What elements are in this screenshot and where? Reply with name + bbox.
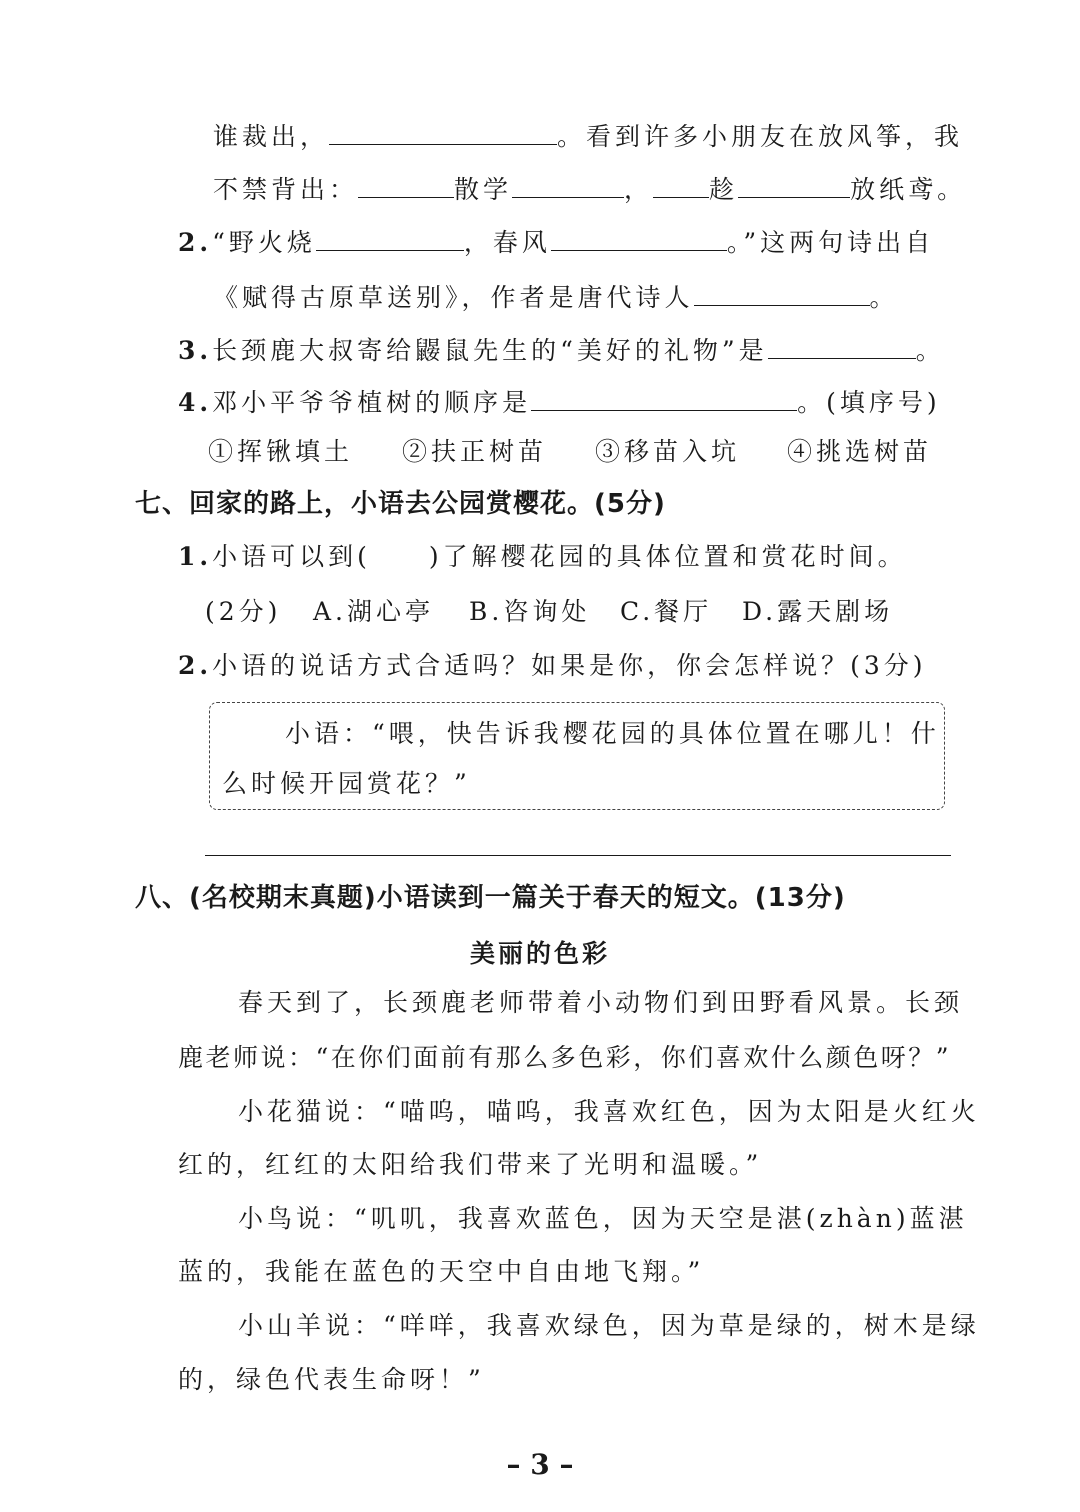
- quote-line-2: 么时候开园赏花？”: [222, 769, 471, 798]
- q2-text: 。”这两句诗出自: [726, 228, 935, 257]
- answer-blank[interactable]: [653, 171, 709, 198]
- q3-text: 。: [915, 336, 945, 365]
- q1-line-1: [213, 118, 963, 153]
- answer-blank[interactable]: [768, 332, 916, 359]
- page-number: – 3 –: [506, 1448, 574, 1481]
- q4-text: 邓小平爷爷植树的顺序是: [212, 388, 532, 417]
- s7-q1-line: [178, 541, 907, 573]
- q4-option-2: ②扶正树苗: [402, 437, 548, 466]
- q2-text: “野火烧: [212, 228, 316, 257]
- q1-text: 。看到许多小朋友在放风筝，我: [557, 122, 964, 151]
- q2-text: 《赋得古原草送别》，作者是唐代诗人: [213, 283, 694, 312]
- q3-text: 长颈鹿大叔寄给鼹鼠先生的“美好的礼物”是: [212, 336, 768, 365]
- s7-q1-option-b: B.咨询处: [469, 597, 591, 626]
- s7-q1-score: (2分): [205, 597, 282, 626]
- s7-q1-option-c: C.餐厅: [620, 597, 713, 626]
- q1-line-2: [213, 171, 966, 206]
- s7-q2-line: [178, 650, 927, 682]
- q4-text: 。(填序号): [797, 388, 941, 417]
- answer-blank[interactable]: [512, 171, 624, 198]
- q1-text: 放纸鸢。: [850, 175, 967, 204]
- q4-option-3: ③移苗入坑: [595, 437, 741, 466]
- question-number: 2.: [178, 228, 213, 257]
- q4-option-1: ①挥锹填土: [208, 437, 354, 466]
- section-8-title: 八、(名校期末真题)小语读到一篇关于春天的短文。(13分): [135, 883, 846, 913]
- passage-p3-line-2: 蓝的，我能在蓝色的天空中自由地飞翔。”: [178, 1257, 705, 1286]
- question-number: 4.: [178, 388, 213, 417]
- passage-p2-line-2: 红的，红红的太阳给我们带来了光明和温暖。”: [178, 1150, 763, 1179]
- q1-text: 趁: [709, 175, 739, 204]
- q4-line: [178, 384, 941, 419]
- passage-p4-line-2: 的，绿色代表生命呀！”: [178, 1365, 485, 1394]
- question-number: 1.: [178, 542, 213, 571]
- q4-option-4: ④挑选树苗: [787, 437, 933, 466]
- q3-line: [178, 332, 945, 367]
- q2-text: ，春风: [463, 228, 551, 257]
- s7-q1-text: 小语可以到( )了解樱花园的具体位置和赏花时间。: [212, 542, 907, 571]
- s7-q2-text: 小语的说话方式合适吗？如果是你，你会怎样说？(3分): [212, 651, 927, 680]
- answer-writing-line[interactable]: [205, 855, 951, 856]
- passage-p3-line-1: 小鸟说：“叽叽，我喜欢蓝色，因为天空是湛(zhàn)蓝湛: [238, 1204, 968, 1233]
- answer-blank[interactable]: [694, 279, 870, 306]
- q1-text: ，: [624, 175, 654, 204]
- answer-blank[interactable]: [358, 171, 454, 198]
- answer-blank[interactable]: [531, 384, 797, 411]
- answer-blank[interactable]: [329, 118, 557, 145]
- q2-line-1: [178, 224, 934, 259]
- q1-text: 谁裁出，: [213, 122, 330, 151]
- q1-text: 不禁背出：: [213, 175, 359, 204]
- passage-p1-line-2: 鹿老师说：“在你们面前有那么多色彩，你们喜欢什么颜色呀？”: [178, 1043, 952, 1072]
- answer-blank[interactable]: [738, 171, 850, 198]
- passage-p2-line-1: 小花猫说：“喵呜，喵呜，我喜欢红色，因为太阳是火红火: [238, 1097, 980, 1126]
- question-number: 2.: [178, 651, 213, 680]
- answer-blank[interactable]: [551, 224, 727, 251]
- passage-p4-line-1: 小山羊说：“咩咩，我喜欢绿色，因为草是绿的，树木是绿: [238, 1311, 980, 1340]
- q2-text: 。: [869, 283, 899, 312]
- question-number: 3.: [178, 336, 213, 365]
- q2-line-2: [213, 279, 899, 314]
- s7-q1-option-a: A.湖心亭: [313, 597, 435, 626]
- s7-q1-option-d: D.露天剧场: [742, 597, 894, 626]
- passage-p1-line-1: 春天到了，长颈鹿老师带着小动物们到田野看风景。长颈: [238, 988, 964, 1017]
- quote-line-1: 小语：“喂，快告诉我樱花园的具体位置在哪儿！什: [285, 719, 940, 748]
- answer-blank[interactable]: [316, 224, 464, 251]
- passage-title: 美丽的色彩: [469, 939, 610, 968]
- section-7-title: 七、回家的路上，小语去公园赏樱花。(5分): [135, 489, 666, 519]
- q1-text: 散学: [454, 175, 513, 204]
